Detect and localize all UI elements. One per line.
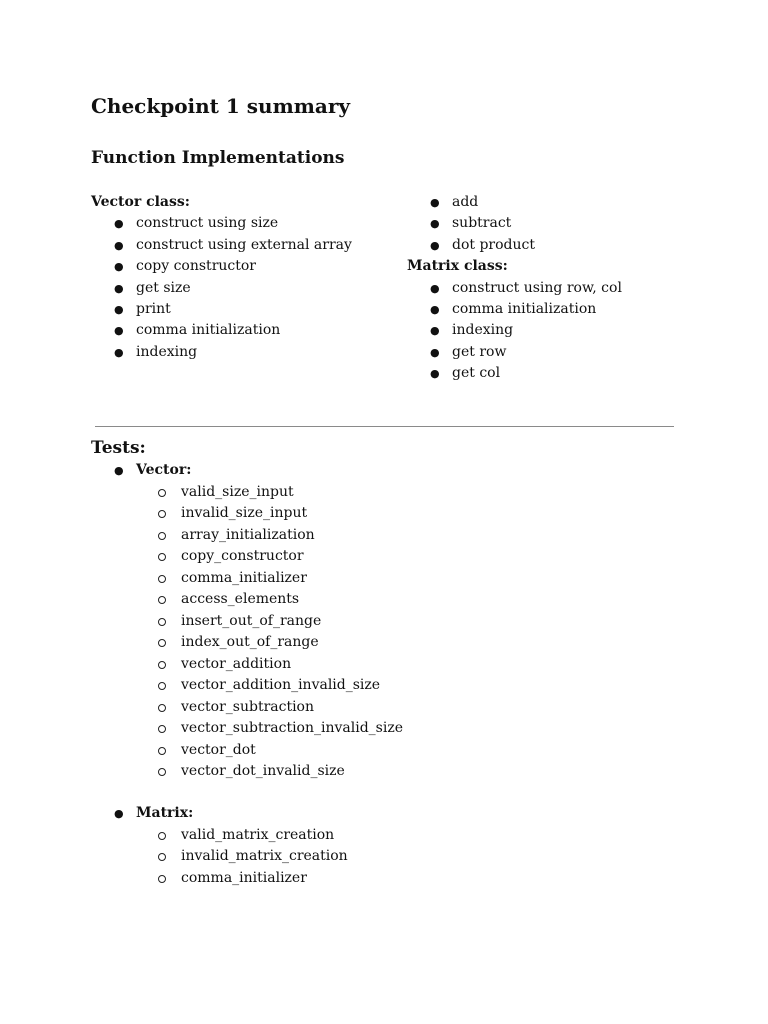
list-item-label: comma initialization [452,300,597,317]
list-item [91,740,403,762]
bullet-icon: ● [430,367,440,381]
hollow-circle-icon [158,832,166,840]
list-item [91,654,403,676]
list-item-label: valid_size_input [181,483,294,500]
list-item-label: add [452,194,479,210]
bullet-icon: ● [114,238,124,252]
bullet-icon: ● [430,238,440,252]
matrix-tests-list [91,825,348,890]
list-item [91,632,403,654]
bullet-icon: ● [114,217,124,231]
list-item-label: get size [136,279,191,296]
list-item [407,213,622,234]
bullet-icon: ● [430,324,440,338]
bullet-icon: ● [114,807,124,820]
bullet-icon: ● [114,260,124,274]
list-item-label: index_out_of_range [181,634,319,650]
list-item-label: comma_initializer [181,869,307,886]
hollow-circle-icon [158,618,166,626]
hollow-circle-icon [158,639,166,647]
list-item-label: valid_matrix_creation [181,826,335,843]
vector-tests-heading [91,460,403,482]
hollow-circle-icon [158,575,166,583]
list-item-label: vector_dot_invalid_size [181,763,345,779]
list-item-label: copy constructor [136,258,256,275]
matrix-class-heading: Matrix class: [407,258,508,275]
list-item-label: vector_subtraction_invalid_size [181,720,403,736]
list-item [91,697,403,719]
list-item-label: invalid_matrix_creation [181,848,348,864]
hollow-circle-icon [158,725,166,733]
list-item [91,825,348,847]
hollow-circle-icon [158,489,166,497]
list-item [91,846,348,868]
list-item [91,278,352,299]
list-item [91,568,403,590]
list-item [91,589,403,611]
vector-class-list-continued [407,192,622,256]
function-implementations-heading: Function Implementations [91,148,345,168]
list-item-label: vector_addition_invalid_size [181,677,381,693]
matrix-tests-label: Matrix: [136,805,194,821]
bullet-icon: ● [114,345,124,359]
list-item-label: comma initialization [136,322,281,339]
list-item-label: dot product [452,236,535,253]
right-column [407,192,622,385]
hollow-circle-icon [158,875,166,883]
bullet-icon: ● [430,345,440,359]
hollow-circle-icon [158,853,166,861]
list-item [91,868,348,890]
list-item-label: insert_out_of_range [181,612,322,629]
list-item-label: get col [452,365,501,382]
hollow-circle-icon [158,747,166,755]
list-item [407,192,622,213]
matrix-class-list [407,278,622,385]
list-item [407,278,622,299]
list-item [91,611,403,633]
vector-tests-list [91,482,403,783]
hollow-circle-icon [158,596,166,604]
list-item [407,342,622,363]
vector-tests-group [91,460,403,783]
list-item [91,525,403,547]
bullet-icon: ● [430,196,440,209]
list-item [91,235,352,256]
list-item-label: construct using external array [136,236,352,253]
vector-tests-label: Vector: [136,462,192,478]
list-item [91,213,352,234]
left-column [91,192,352,363]
list-item [91,675,403,697]
list-item-label: indexing [136,343,198,360]
hollow-circle-icon [158,532,166,540]
bullet-icon: ● [114,464,124,477]
list-item [91,718,403,740]
hollow-circle-icon [158,704,166,712]
list-item-label: array_initialization [181,526,315,543]
list-item-label: access_elements [181,591,300,607]
list-item-label: get row [452,343,507,360]
bullet-icon: ● [430,302,440,316]
hollow-circle-icon [158,682,166,690]
list-item [91,503,403,525]
list-item [91,761,403,783]
list-item-label: vector_dot [181,741,256,758]
tests-heading: Tests: [91,438,146,458]
hollow-circle-icon [158,661,166,669]
page-title: Checkpoint 1 summary [91,94,351,118]
hollow-circle-icon [158,768,166,776]
matrix-tests-heading [91,803,348,825]
list-item-label: construct using size [136,215,279,232]
list-item [407,299,622,320]
vector-class-list [91,213,352,363]
list-item [407,320,622,341]
hollow-circle-icon [158,553,166,561]
list-item-label: invalid_size_input [181,505,308,521]
list-item-label: construct using row, col [452,279,622,296]
list-item [91,342,352,363]
horizontal-divider [95,426,674,427]
list-item [91,546,403,568]
list-item [91,482,403,504]
bullet-icon: ● [114,324,124,338]
vector-class-heading: Vector class: [91,194,190,210]
list-item [91,320,352,341]
list-item-label: subtract [452,215,512,232]
list-item-label: copy_constructor [181,548,304,564]
bullet-icon: ● [114,281,124,295]
matrix-tests-group [91,803,348,889]
hollow-circle-icon [158,510,166,518]
list-item-label: vector_addition [181,655,292,672]
list-item-label: indexing [452,322,514,339]
bullet-icon: ● [430,281,440,295]
list-item-label: vector_subtraction [181,698,314,715]
list-item-label: print [136,300,171,317]
list-item [91,299,352,320]
list-item [407,235,622,256]
bullet-icon: ● [430,217,440,231]
bullet-icon: ● [114,302,124,316]
list-item [91,256,352,277]
list-item-label: comma_initializer [181,569,307,586]
list-item [407,363,622,384]
